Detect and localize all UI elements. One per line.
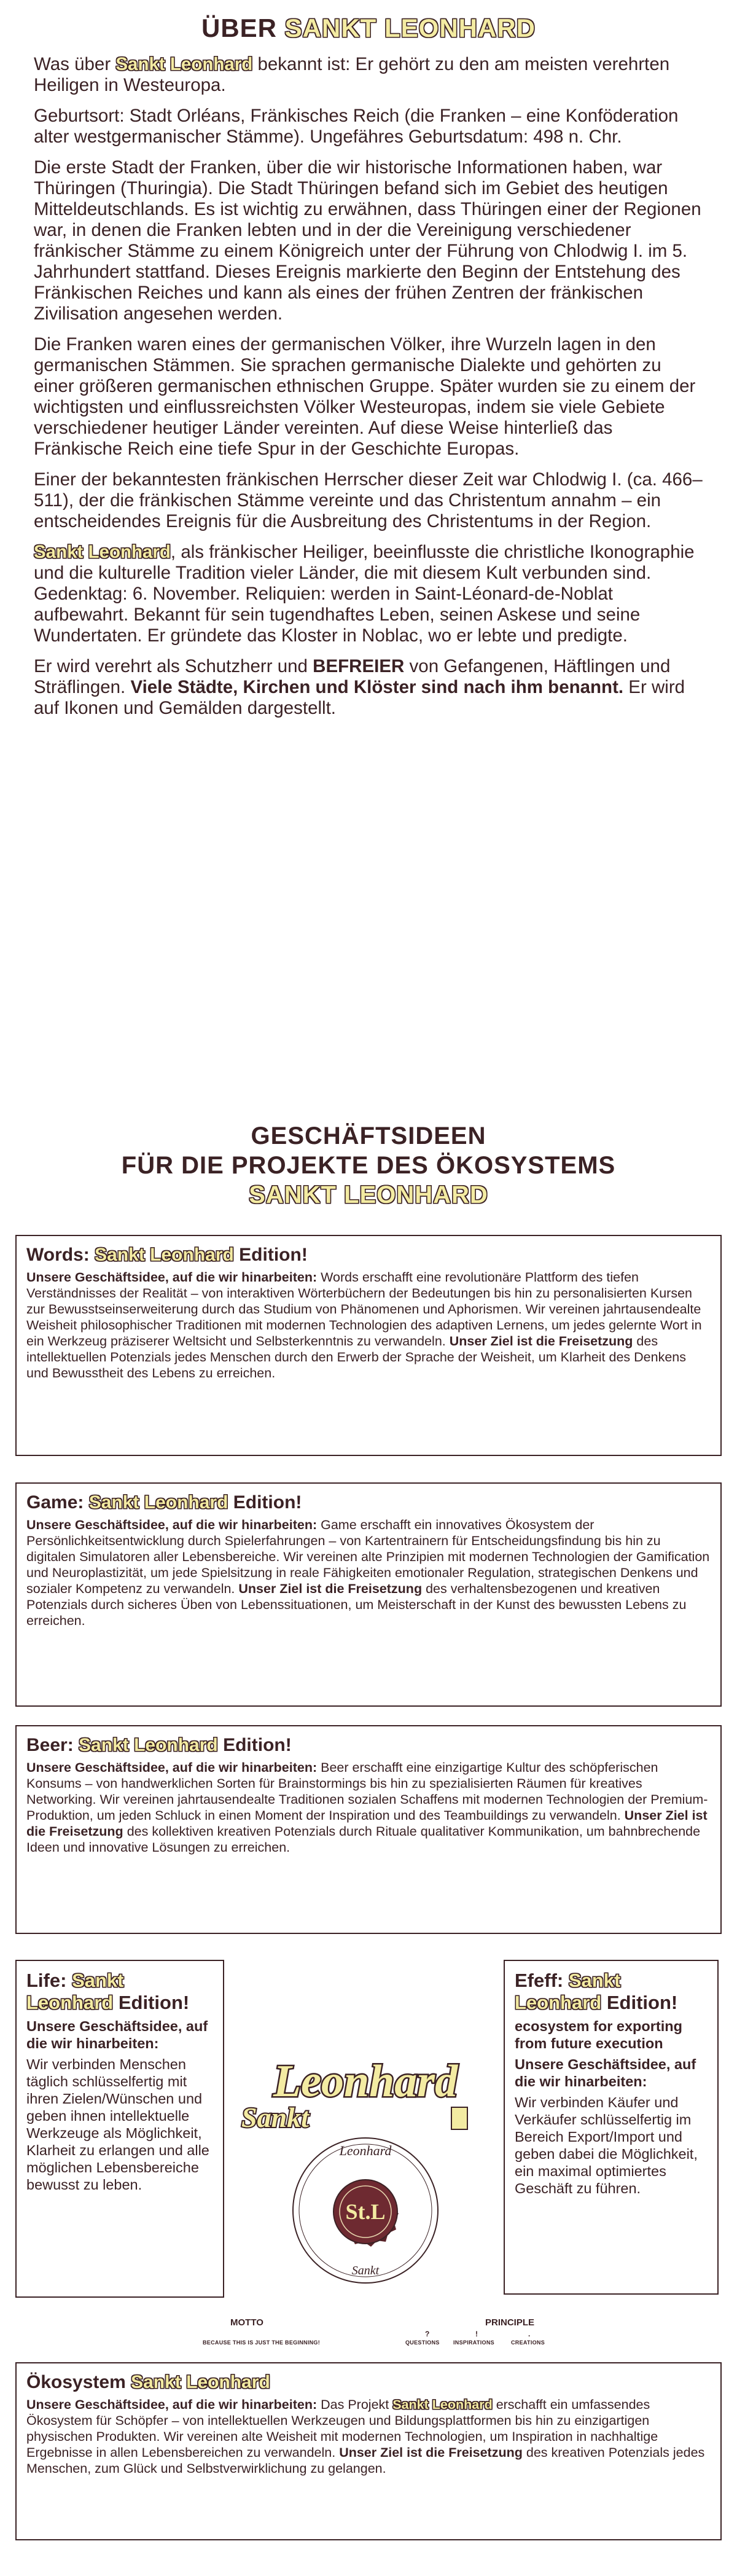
card-oeko-body: [26, 2397, 711, 2476]
principle-items: [399, 2330, 663, 2348]
about-p7-c: von Gefangenen, Häftlingen und Sträflingen.: [34, 656, 671, 697]
card-beer: [15, 1725, 722, 1934]
card-game-body: [26, 1517, 711, 1629]
business-title-line3: SANKT LEONHARD: [249, 1181, 488, 1208]
card-beer-lead: Unsere Geschäftsidee, auf die wir hinarbeiten:: [26, 1760, 318, 1775]
card-oeko-prefix: Ökosystem: [26, 2372, 126, 2392]
logo-wordmark: Leonhard: [273, 2058, 458, 2107]
card-game-text2: des verhaltensbezogenen und kreativen Potenzials durch sicheres Üben von Lebenssituationen, um Meisterschaft in der Kunst des bewussten Lebens zu erreichen.: [26, 1581, 687, 1628]
card-words-prefix: Words:: [26, 1245, 90, 1265]
motto-text: BECAUSE THIS IS JUST THE BEGINNING!: [203, 2339, 321, 2346]
card-life-text: Wir verbinden Menschen täglich schlüsselfertig mit ihren Zielen/Wünschen und geben ihnen intellektuelle Werkzeuge als Möglichkeit, Klarheit zu erlangen und alle möglichen Lebensbereiche bewusst zu leben.: [26, 2056, 209, 2193]
card-words-edition: Edition!: [239, 1245, 308, 1265]
logo: [233, 2058, 497, 2316]
about-paragraph-6: [34, 542, 703, 646]
about-p6-name: Sankt Leonhard: [34, 542, 171, 562]
card-life-title: [26, 1970, 213, 2014]
card-oeko-text2: des kreativen Potenzials jedes Menschen, zum Glück und Selbstverwirklichung zu gelangen.: [26, 2445, 705, 2476]
card-life-edition: Edition!: [118, 1992, 190, 2013]
card-game-text1: Game erschafft ein innovatives Ökosystem der Persönlichkeitsentwicklung durch Spielerfahrungen – von Kartentrainern für Entscheidungsfindung bis hin zu digitalen Simulatoren aller Lebensbereiche. Wir vereinen alte Prinzipien mit modernen Technologien der Gamification und Neuroplastizität, um jede Spielsitzung in reale Fähigkeiten emotionaler Regulation, strategischen Denkens und sozialer Kompetenz zu verwandeln.: [26, 1517, 710, 1596]
about-paragraph-2: Geburtsort: Stadt Orléans, Fränkisches Reich (die Franken – eine Konföderation alter westgermanischer Stämme). Ungefähres Geburtsdatum: 498 n. Chr.: [34, 106, 679, 147]
card-words-text2: des intellektuellen Potenzials jedes Menschen durch den Erwerb der Sprache der Weisheit, um Klarheit des Denkens und Bewusstheit des Lebens zu erreichen.: [26, 1334, 686, 1380]
card-game-title: [26, 1492, 711, 1513]
card-oekosystem: [15, 2362, 722, 2540]
card-oeko-text-mid: erschafft ein umfassendes Ökosystem für Schöpfer – von intellektuellen Werkzeugen und Bildungsplattformen bis hin zu einzigartigen physischen Produkten. Wir vereinen alte Weisheit mit modernen Technologien, um Inspiration in nachhaltige Ergebnisse in allen Lebensbereichen zu verwandeln.: [26, 2397, 658, 2460]
about-p7-a: Er wird verehrt als Schutzherr und: [34, 656, 308, 676]
about-paragraph-7: [34, 656, 703, 719]
card-oeko-goal: Unser Ziel ist die Freisetzung: [339, 2445, 523, 2460]
business-title-line2: FÜR DIE PROJEKTE DES ÖKOSYSTEMS: [121, 1152, 616, 1179]
seal-ring-top: Leonhard: [339, 2143, 392, 2158]
card-game-prefix: Game:: [26, 1492, 84, 1513]
logo-sankt: Sankt: [241, 2102, 309, 2133]
logo-graphic: [233, 2058, 497, 2316]
card-words: [15, 1235, 722, 1456]
card-game-edition: Edition!: [233, 1492, 302, 1513]
about-title-name: SANKT LEONHARD: [284, 14, 536, 42]
card-efeff-subtitle: ecosystem for exporting from future execution: [515, 2018, 682, 2051]
about-p1-name: Sankt Leonhard: [115, 54, 253, 74]
seal-ring-bottom: Sankt: [351, 2264, 380, 2277]
principle-creations: CREATIONS: [511, 2339, 545, 2346]
principle-mark-creations: .: [528, 2330, 531, 2338]
card-words-goal: Unser Ziel ist die Freisetzung: [449, 1334, 633, 1349]
principle-mark-questions: ?: [425, 2330, 430, 2338]
card-words-name: Sankt Leonhard: [95, 1245, 234, 1265]
about-p1-pre: Was über: [34, 54, 111, 74]
card-words-title: [26, 1245, 711, 1266]
logo-tag-icon: [451, 2107, 467, 2129]
card-beer-goal: Unser Ziel ist die Freisetzung: [26, 1808, 708, 1839]
card-efeff-name: Sankt Leonhard: [515, 1970, 621, 2013]
card-efeff-body: [515, 2018, 708, 2197]
card-words-lead: Unsere Geschäftsidee, auf die wir hinarbeiten:: [26, 1270, 318, 1285]
about-section: [34, 54, 703, 729]
card-life: [15, 1960, 224, 2298]
business-title: [0, 1121, 737, 1210]
about-p7-e: Er wird auf Ikonen und Gemälden dargestellt.: [34, 677, 685, 718]
card-beer-edition: Edition!: [223, 1735, 292, 1755]
principle-label: PRINCIPLE: [485, 2317, 535, 2328]
about-p6-post: , als fränkischer Heiliger, beeinflusste die christliche Ikonographie und die kulturelle Tradition vieler Länder, die mit diesem Kult verbunden sind. Gedenktag: 6. November. Reliquien: werden in Saint-Léonard-de-Noblat aufbewahrt. Bekannt für sein tugendhaftes Leben, seinen Askese und seine Wundertaten. Er gründete das Kloster in Noblac, wo er lebte und predigte.: [34, 542, 695, 646]
card-efeff-title: [515, 1970, 708, 2014]
seal-monogram: St.L: [345, 2199, 386, 2224]
about-p7-d: Viele Städte, Kirchen und Klöster sind nach ihm benannt.: [130, 677, 624, 697]
card-beer-body: [26, 1760, 711, 1855]
card-words-text1: Words erschafft eine revolutionäre Plattform des tiefen Verständnisses der Realität – von interaktiven Wörterbüchern der Bedeutungen bis hin zu personalisierten Kursen zur Bewusstseinserweiterung durch das Studium von Phänomenen und Aphorismen. Wir vereinen jahrtausendealte Weisheit philosophischer Traditionen mit modernen Technologien des adaptiven Lernens, um jedes gelernte Wort in ein Werkzeug präziserer Weltsicht und Selbsterkenntnis zu verwandeln.: [26, 1270, 702, 1349]
card-oeko-text-pre: Das Projekt: [321, 2397, 389, 2412]
card-beer-prefix: Beer:: [26, 1735, 74, 1755]
card-game: [15, 1482, 722, 1707]
card-game-name: Sankt Leonhard: [88, 1492, 228, 1513]
card-efeff-text: Wir verbinden Käufer und Verkäufer schlüsselfertig im Bereich Export/Import und geben dabei die Möglichkeit, ein maximal optimiertes Geschäft zu führen.: [515, 2094, 698, 2196]
about-paragraph-5: Einer der bekanntesten fränkischen Herrscher dieser Zeit war Chlodwig I. (ca. 466–511), der die fränkischen Stämme vereinte und das Christentum annahm – ein entscheidendes Ereignis für die Ausbreitung des Christentums in der Region.: [34, 469, 703, 531]
about-p7-b: BEFREIER: [313, 656, 405, 676]
card-life-prefix: Life:: [26, 1970, 67, 1991]
card-oeko-lead: Unsere Geschäftsidee, auf die wir hinarbeiten:: [26, 2397, 318, 2412]
card-efeff-edition: Edition!: [606, 1992, 678, 2013]
business-title-line1: GESCHÄFTSIDEEN: [251, 1122, 486, 1149]
card-beer-name: Sankt Leonhard: [79, 1735, 218, 1755]
about-title-prefix: ÜBER: [201, 14, 277, 42]
card-efeff-prefix: Efeff:: [515, 1970, 564, 1991]
principle-questions: QUESTIONS: [405, 2339, 440, 2346]
card-beer-title: [26, 1735, 711, 1756]
about-title: [0, 14, 737, 43]
card-game-lead: Unsere Geschäftsidee, auf die wir hinarbeiten:: [26, 1517, 318, 1532]
about-paragraph-3: Die erste Stadt der Franken, über die wir historische Informationen haben, war Thüringen (Thuringia). Die Stadt Thüringen befand sich im Gebiet des heutigen Mitteldeutschlands. Es ist wichtig zu erwähnen, dass Thüringen einer der Regionen war, in denen die Franken lebten und in der die Vereinigung verschiedener fränkischer Stämme zu einem Königreich unter der Führung von Chlodwig I. im 5. Jahrhundert stattfand. Dieses Ereignis markierte den Beginn der Entstehung des Fränkischen Reiches und kann als eines der frühen Zentren der fränkischen Zivilisation angesehen werden.: [34, 157, 701, 324]
card-beer-text1: Beer erschafft eine einzigartige Kultur des schöpferischen Konsums – von handwerklichen Sorten für Brainstormings bis hin zu spezialisierten Räumen für kreatives Networking. Wir vereinen jahrtausendealte Traditionen sozialen Schaffens mit modernen Technologien der Premium-Produktion, um jeden Schluck in einen Moment der Inspiration und des Teambuildings zu verwandeln.: [26, 1760, 708, 1823]
card-life-name: Sankt Leonhard: [26, 1970, 124, 2013]
about-paragraph-1: [34, 54, 703, 96]
card-beer-text2: des kollektiven kreativen Potenzials durch Rituale qualitativer Kommunikation, um bahnbrechende Ideen und innovative Lösungen zu erreichen.: [26, 1824, 701, 1855]
card-oeko-name: Sankt Leonhard: [131, 2372, 270, 2392]
card-words-body: [26, 1269, 711, 1381]
about-paragraph-4: Die Franken waren eines der germanischen Völker, ihre Wurzeln lagen in den germanischen Stämmen. Sie sprachen germanische Dialekte und gehörten zu einer größeren germanischen ethnischen Gruppe. Später wurden sie zu einem der wichtigsten und einflussreichsten Völker Westeuropas, indem sie viele Gebiete verschiedener heutiger Länder vereinten. Auf diese Weise hinterließ das Fränkische Reich eine tiefe Spur in der Geschichte Europas.: [34, 334, 696, 459]
card-life-lead: Unsere Geschäftsidee, auf die wir hinarbeiten:: [26, 2018, 208, 2051]
card-oeko-inline-name: Sankt Leonhard: [392, 2397, 493, 2412]
principle-mark-inspirations: !: [475, 2330, 478, 2338]
principle-inspirations: INSPIRATIONS: [453, 2339, 494, 2346]
card-life-body: [26, 2018, 213, 2193]
card-efeff: [504, 1960, 719, 2295]
card-game-goal: Unser Ziel ist die Freisetzung: [238, 1581, 423, 1596]
card-oeko-title: [26, 2372, 711, 2393]
motto-label: MOTTO: [230, 2317, 263, 2328]
card-efeff-lead: Unsere Geschäftsidee, auf die wir hinarbeiten:: [515, 2056, 696, 2089]
about-p1-post: bekannt ist: Er gehört zu den am meisten verehrten Heiligen in Westeuropa.: [34, 54, 670, 95]
